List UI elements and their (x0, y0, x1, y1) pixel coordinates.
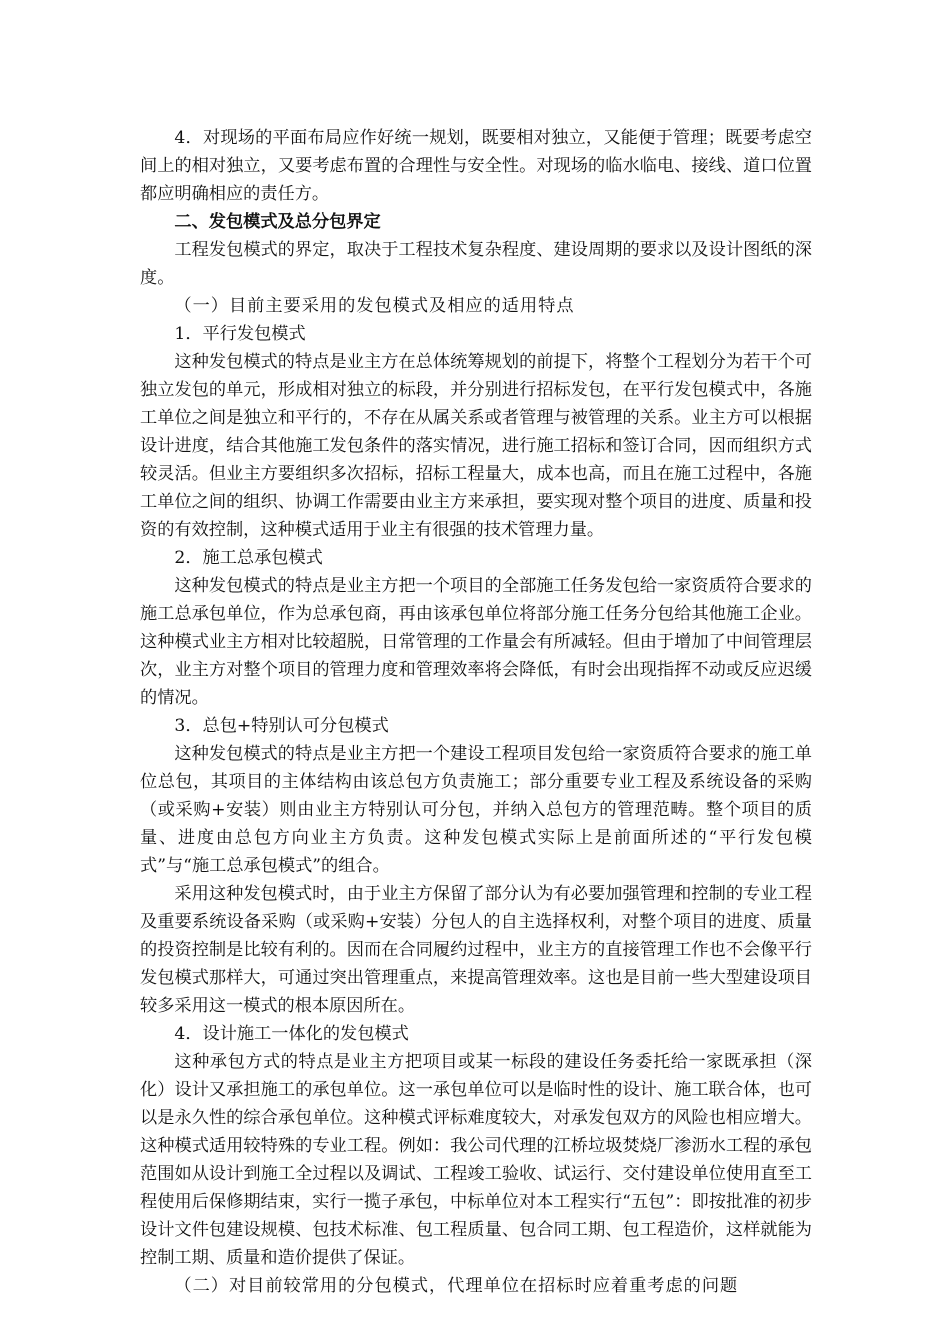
paragraph-general-plus-subcontract: 这种发包模式的特点是业主方把一个建设工程项目发包给一家资质符合要求的施工单位总包，其项目的主体结构由该总包方负责施工；部分重要专业工程及系统设备的采购（或采购+安装）则由业主方特别认可分包，并纳入总包方的管理范畴。整个项目的质量、进度由总包方向业主方负责。这种发包模式实际上是前面所述的“平行发包模式”与“施工总承包模式”的组合。 (140, 744, 812, 876)
section-heading-contracting-modes: 二、发包模式及总分包界定 (174, 212, 381, 232)
subsection-heading-agency-considerations: （二）对目前较常用的分包模式，代理单位在招标时应着重考虑的问题 (174, 1276, 739, 1296)
paragraph-subcontract-advantages: 采用这种发包模式时，由于业主方保留了部分认为有必要加强管理和控制的专业工程及重要系统设备采购（或采购+安装）分包人的自主选择权利，对整个项目的进度、质量的投资控制是比较有利的。因而在合同履约过程中，业主方的直接管理工作也不会像平行发包模式那样大，可通过突出管理重点，来提高管理效率。这也是目前一些大型建设项目较多采用这一模式的根本原因所在。 (140, 884, 812, 1016)
paragraph-site-layout: 4．对现场的平面布局应作好统一规划，既要相对独立，又能便于管理；既要考虑空间上的相对独立，又要考虑布置的合理性与安全性。对现场的临水临电、接线、道口位置都应明确相应的责任方。 (140, 128, 812, 204)
item-heading-parallel-contracting: 1．平行发包模式 (174, 324, 306, 344)
paragraph-general-contracting: 这种发包模式的特点是业主方把一个项目的全部施工任务发包给一家资质符合要求的施工总承包单位，作为总承包商，再由该承包单位将部分施工任务分包给其他施工企业。这种模式业主方相对比较超脱，日常管理的工作量会有所减轻。但由于增加了中间管理层次，业主方对整个项目的管理力度和管理效率将会降低，有时会出现指挥不动或反应迟缓的情况。 (140, 576, 812, 708)
paragraph-design-build: 这种承包方式的特点是业主方把项目或某一标段的建设任务委托给一家既承担（深化）设计又承担施工的承包单位。这一承包单位可以是临时性的设计、施工联合体，也可以是永久性的综合承包单位。这种模式评标难度较大，对承发包双方的风险也相应增大。这种模式适用较特殊的专业工程。例如：我公司代理的江桥垃圾焚烧厂渗沥水工程的承包范围如从设计到施工全过程以及调试、工程竣工验收、试运行、交付建设单位使用直至工程使用后保修期结束，实行一揽子承包，中标单位对本工程实行“五包”：即按批准的初步设计文件包建设规模、包技术标准、包工程质量、包合同工期、包工程造价，这样就能为控制工期、质量和造价提供了保证。 (140, 1052, 812, 1268)
paragraph-parallel-contracting: 这种发包模式的特点是业主方在总体统筹规划的前提下，将整个工程划分为若干个可独立发包的单元，形成相对独立的标段，并分别进行招标发包，在平行发包模式中，各施工单位之间是独立和平行的，不存在从属关系或者管理与被管理的关系。业主方可以根据设计进度，结合其他施工发包条件的落实情况，进行施工招标和签订合同，因而组织方式较灵活。但业主方要组织多次招标，招标工程量大，成本也高，而且在施工过程中，各施工单位之间的组织、协调工作需要由业主方来承担，要实现对整个项目的进度、质量和投资的有效控制，这种模式适用于业主有很强的技术管理力量。 (140, 352, 812, 540)
subsection-heading-current-modes: （一）目前主要采用的发包模式及相应的适用特点 (174, 296, 575, 316)
document-body (140, 124, 812, 1300)
item-heading-design-build: 4．设计施工一体化的发包模式 (174, 1024, 409, 1044)
paragraph-mode-definition: 工程发包模式的界定，取决于工程技术复杂程度、建设周期的要求以及设计图纸的深度。 (140, 240, 812, 288)
item-heading-general-contracting: 2．施工总承包模式 (174, 548, 323, 568)
item-heading-general-plus-subcontract: 3．总包+特别认可分包模式 (174, 716, 389, 736)
